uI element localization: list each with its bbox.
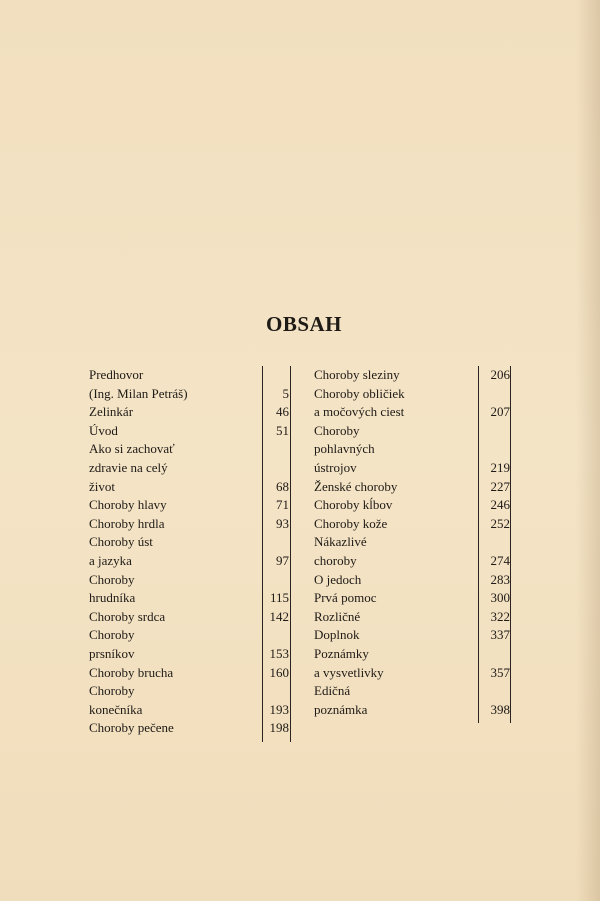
toc-entry-page-number: 198 — [269, 720, 289, 736]
toc-entry-label: konečníka — [89, 701, 143, 717]
toc-entry-page-number: 322 — [490, 608, 510, 624]
toc-entry-page-number: 246 — [490, 497, 510, 513]
toc-entry-label: život — [89, 478, 115, 494]
toc-entry-page-number: 51 — [276, 422, 289, 438]
toc-entry — [314, 664, 514, 683]
toc-entry-label: Prvá pomoc — [314, 590, 377, 606]
toc-entry-page-number: 142 — [269, 608, 289, 624]
toc-entry — [89, 403, 291, 422]
toc-entry-page-number: 227 — [490, 478, 510, 494]
toc-entry — [89, 701, 291, 720]
toc-entry — [89, 459, 291, 478]
toc-entry — [314, 533, 514, 552]
toc-entry-page-number: 274 — [490, 552, 510, 568]
toc-entry-label: Choroby sleziny — [314, 367, 400, 382]
toc-entry — [314, 403, 514, 422]
toc-entry-label: Choroby pečene — [89, 720, 174, 736]
toc-left-column — [89, 366, 291, 738]
toc-entry-label: Doplnok — [314, 627, 360, 643]
toc-entry-label: Choroby srdca — [89, 608, 166, 624]
toc-entry-page-number: 337 — [490, 627, 510, 643]
toc-entry-page-number: 357 — [490, 664, 510, 680]
toc-entry — [314, 440, 514, 459]
toc-entry — [314, 608, 514, 627]
toc-entry-page-number: 207 — [490, 404, 510, 420]
toc-entry — [89, 682, 291, 701]
toc-entry-page-number: 93 — [276, 515, 289, 531]
toc-entry-label: a močových ciest — [314, 404, 405, 420]
toc-entry — [314, 515, 514, 534]
toc-entry-page-number: 193 — [269, 701, 289, 717]
toc-entry-page-number: 115 — [269, 590, 289, 606]
toc-entry-page-number: 46 — [276, 404, 289, 420]
toc-entry-label: Choroby — [89, 571, 135, 587]
toc-entry-label: Choroby brucha — [89, 664, 174, 680]
toc-entry-label: hrudníka — [89, 590, 136, 606]
toc-entry — [89, 571, 291, 590]
toc-entry — [89, 664, 291, 683]
toc-entry-label: poznámka — [314, 701, 368, 717]
toc-entry — [89, 478, 291, 497]
toc-entry-label: Choroby — [314, 422, 360, 438]
toc-entry — [89, 515, 291, 534]
toc-entry-label: Choroby hlavy — [89, 497, 167, 513]
toc-entry-label: Choroby kĺbov — [314, 497, 393, 513]
toc-entry-label: Ženské choroby — [314, 478, 398, 494]
toc-entry-page-number: 300 — [490, 590, 510, 606]
toc-entry-label: Choroby hrdla — [89, 515, 165, 531]
toc-entry — [89, 440, 291, 459]
toc-entry-label: Choroby — [89, 627, 135, 643]
toc-entry — [314, 422, 514, 441]
toc-entry — [89, 719, 291, 738]
toc-entry — [89, 626, 291, 645]
toc-entry-label: ústrojov — [314, 459, 357, 475]
toc-entry-page-number: 219 — [490, 459, 510, 475]
toc-entry-label: a vysvetlivky — [314, 664, 384, 680]
toc-entry — [314, 571, 514, 590]
toc-entry — [314, 385, 514, 404]
toc-entry — [89, 366, 291, 385]
toc-entry-label: O jedoch — [314, 571, 362, 587]
toc-entry-page-number: 283 — [490, 571, 510, 587]
toc-entry — [314, 701, 514, 720]
toc-entry-page-number: 206 — [490, 367, 510, 382]
toc-entry — [314, 589, 514, 608]
toc-entry-label: Edičná — [314, 683, 351, 699]
toc-entry-page-number: 5 — [282, 385, 289, 401]
toc-entry-label: a jazyka — [89, 552, 132, 568]
toc-entry-page-number: 398 — [490, 701, 510, 717]
toc-entry-label: zdravie na celý — [89, 459, 168, 475]
toc-entry — [314, 459, 514, 478]
toc-entry-label: Zelinkár — [89, 404, 134, 420]
toc-entry-label: Poznámky — [314, 645, 369, 661]
toc-entry-label: Predhovor — [89, 367, 144, 382]
toc-entry-label: Choroby kože — [314, 515, 388, 531]
toc-entry — [89, 496, 291, 515]
toc-entry-label: choroby — [314, 552, 357, 568]
toc-entry-page-number: 68 — [276, 478, 289, 494]
toc-entry-label: Ako si zachovať — [89, 441, 175, 457]
toc-entry-label: pohlavných — [314, 441, 375, 457]
toc-right-column — [314, 366, 514, 719]
toc-entry-label: (Ing. Milan Petráš) — [89, 385, 188, 401]
toc-entry — [314, 645, 514, 664]
toc-entry-label: Choroby úst — [89, 534, 153, 550]
toc-entry — [89, 385, 291, 404]
toc-entry-page-number: 252 — [490, 515, 510, 531]
toc-entry — [89, 533, 291, 552]
toc-entry-page-number: 160 — [269, 664, 289, 680]
toc-entry — [314, 478, 514, 497]
toc-entry — [314, 682, 514, 701]
toc-entry — [314, 626, 514, 645]
toc-entry-label: Úvod — [89, 422, 118, 438]
toc-entry-label: Choroby obličiek — [314, 385, 405, 401]
toc-entry-page-number: 71 — [276, 497, 289, 513]
toc-entry-page-number: 153 — [269, 645, 289, 661]
toc-entry — [89, 422, 291, 441]
toc-entry — [89, 608, 291, 627]
toc-entry — [89, 589, 291, 608]
toc-entry — [314, 366, 514, 385]
toc-entry-label: Rozličné — [314, 608, 361, 624]
toc-entry-label: Nákazlivé — [314, 534, 367, 550]
toc-entry — [314, 496, 514, 515]
toc-entry — [89, 552, 291, 571]
toc-entry-page-number: 97 — [276, 552, 289, 568]
toc-entry — [314, 552, 514, 571]
page-title: OBSAH — [265, 312, 343, 336]
toc-entry-label: prsníkov — [89, 645, 135, 661]
toc-entry-label: Choroby — [89, 683, 135, 699]
toc-entry — [89, 645, 291, 664]
